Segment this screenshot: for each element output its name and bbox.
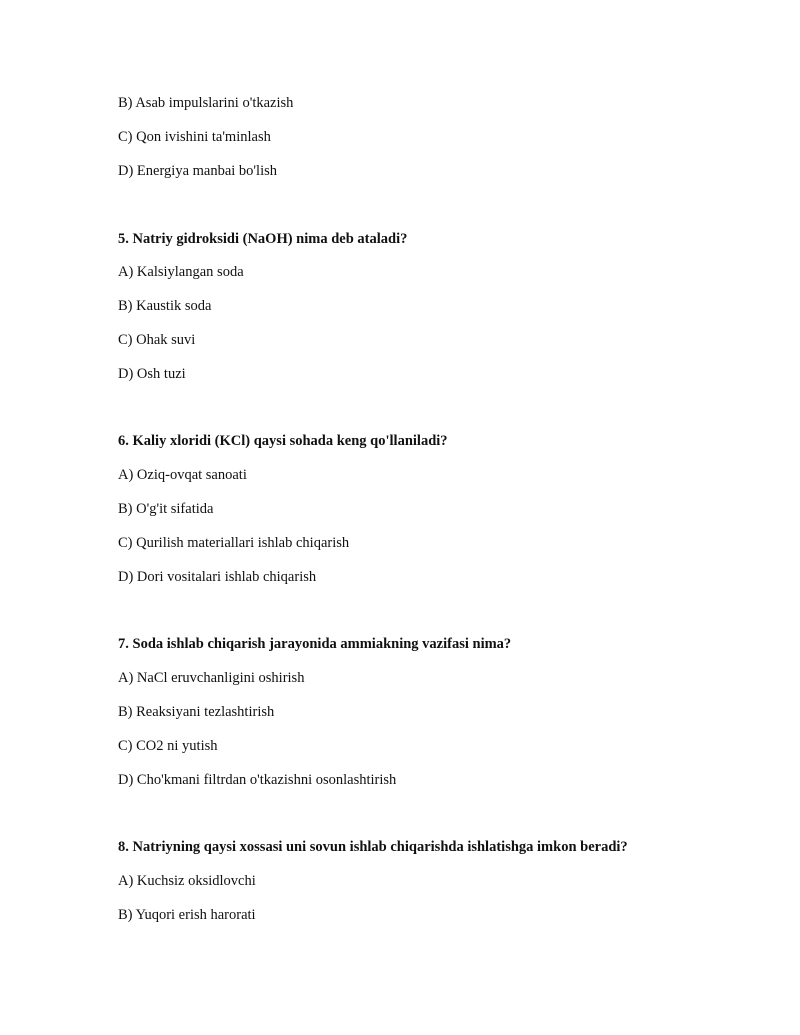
q4-option-d: D) Energiya manbai bo'lish [118, 163, 277, 179]
q7-option-b: B) Reaksiyani tezlashtirish [118, 704, 275, 720]
q6-option-c: C) Qurilish materiallari ishlab chiqarish [118, 535, 350, 551]
q7-question: 7. Soda ishlab chiqarish jarayonida ammiakning vazifasi nima? [118, 636, 512, 652]
q8-option-a: A) Kuchsiz oksidlovchi [118, 873, 256, 889]
q5-option-c: C) Ohak suvi [118, 332, 196, 348]
q7-option-d: D) Cho'kmani filtrdan o'tkazishni osonlashtirish [118, 772, 397, 788]
q7-option-a: A) NaCl eruvchanligini oshirish [118, 670, 305, 686]
q8-question: 8. Natriyning qaysi xossasi uni sovun ishlab chiqarishda ishlatishga imkon beradi? [118, 839, 628, 855]
q5-option-a: A) Kalsiylangan soda [118, 264, 244, 280]
q6-option-d: D) Dori vositalari ishlab chiqarish [118, 569, 317, 585]
q5-question: 5. Natriy gidroksidi (NaOH) nima deb ataladi? [118, 231, 408, 247]
q6-question: 6. Kaliy xloridi (KCl) qaysi sohada keng qo'llaniladi? [118, 433, 448, 449]
q7-option-c: C) CO2 ni yutish [118, 738, 218, 754]
q6-option-a: A) Oziq-ovqat sanoati [118, 467, 247, 483]
q5-option-d: D) Osh tuzi [118, 366, 186, 382]
q5-option-b: B) Kaustik soda [118, 298, 212, 314]
q6-option-b: B) O'g'it sifatida [118, 501, 214, 517]
q4-option-c: C) Qon ivishini ta'minlash [118, 129, 271, 145]
q4-option-b: B) Asab impulslarini o'tkazish [118, 95, 294, 111]
q8-option-b: B) Yuqori erish harorati [118, 907, 256, 923]
